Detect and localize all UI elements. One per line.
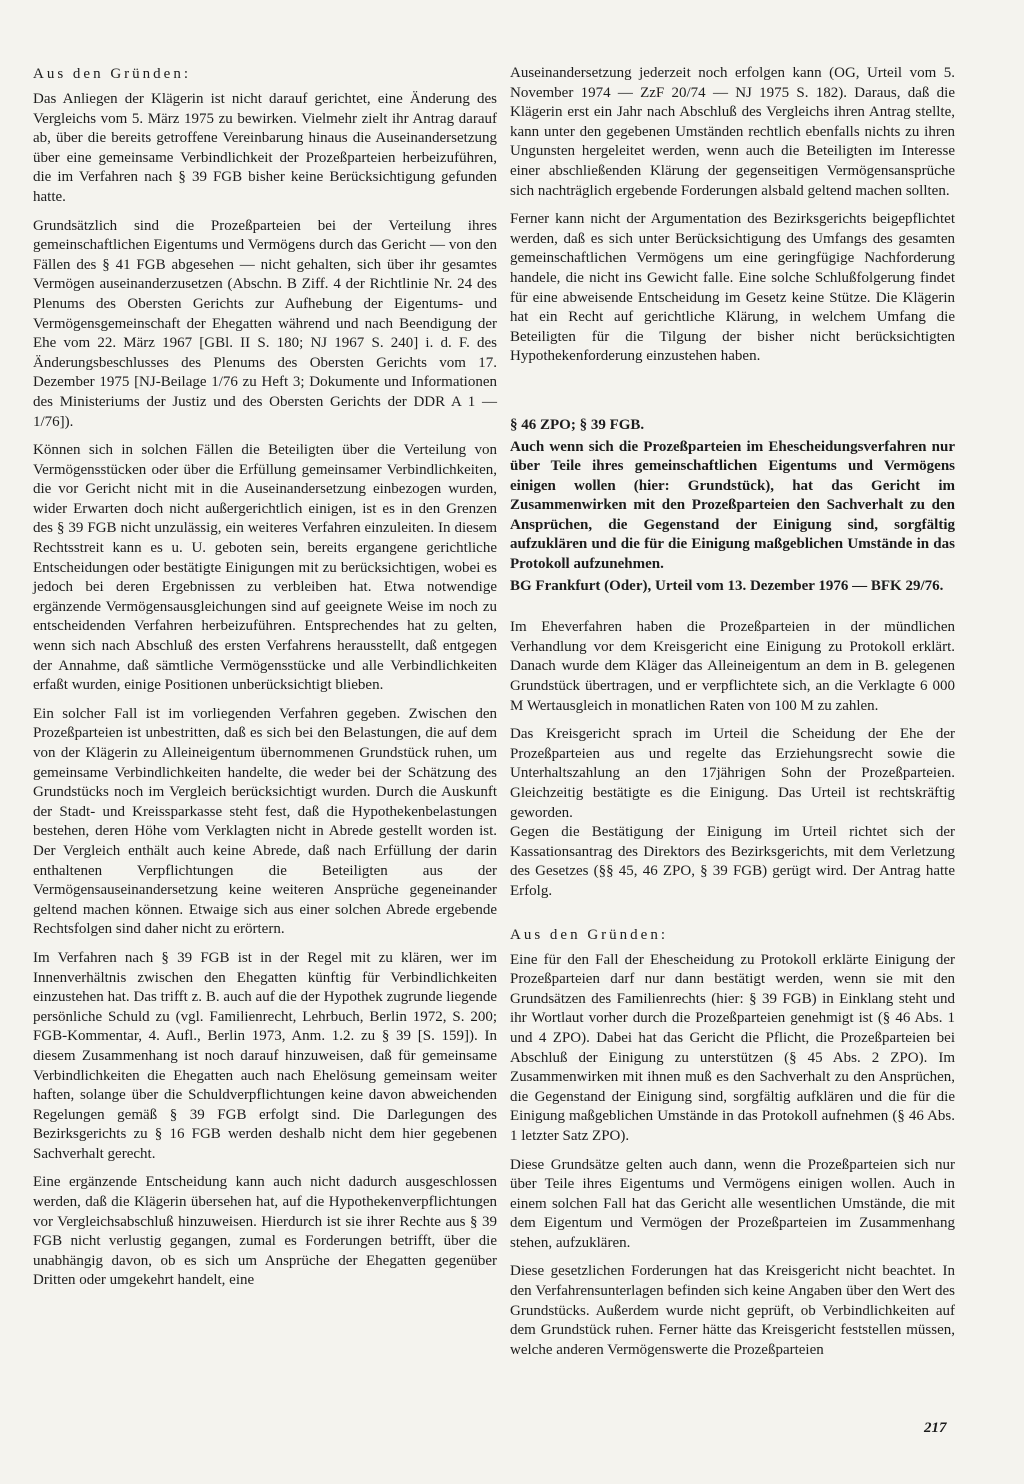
- paragraph: Diese gesetzlichen Forderungen hat das Kreisgericht nicht beachtet. In den Verfahrensunterlagen befinden sich keine Angaben über den Wert des Grundstücks. Außerdem wurde nicht geprüft, ob Verbindlichkeiten auf dem Grundstück ruhen. Ferner hätte das Kreisgericht feststellen müssen, welche anderen Vermögenswerte die Prozeßparteien: [510, 1263, 955, 1358]
- section-heading: Aus den Gründen:: [510, 926, 668, 943]
- spacer: [510, 596, 955, 618]
- paragraph: Im Eheverfahren haben die Prozeßparteien in der mündlichen Verhandlung vor dem Kreisgericht eine Einigung zu Protokoll erklärt. Danach wurde dem Kläger das Alleineigentum an dem in B. gelegenen Grundstück übertragen, und er verpflichtete sich, an die Verklagte 6 000 M Wertausgleich in monatlichen Raten von 100 M zu zahlen.: [510, 619, 955, 714]
- headnote-reference: § 46 ZPO; § 39 FGB.: [510, 416, 645, 433]
- paragraph: Im Verfahren nach § 39 FGB ist in der Regel mit zu klären, wer im Innenverhältnis zwischen den Ehegatten künftig für Verbindlichkeiten einzustehen hat. Das trifft z. B. auch auf die der Hypothek zugrunde liegende persönliche Schuld zu (vgl. Familienrecht, Lehrbuch, Berlin 1972, S. 200; FGB-Kommentar, 4. Aufl., Berlin 1973, Anm. 1.2. zu § 39 [S. 159]). In diesem Zusammenhang ist noch darauf hinzuweisen, daß für gemeinsame Verbindlichkeiten die Ehegatten auch nach Ehelösung gemeinsam weiter haften, solange über die Schuldverpflichtungen keine davon abweichenden Regelungen gemäß § 39 FGB erfolgt sind. Die Darlegungen des Bezirksgerichts zu § 16 FGB werden deshalb nicht dem hier gegebenen Sachverhalt gerecht.: [33, 949, 497, 1162]
- paragraph: Ferner kann nicht der Argumentation des Bezirksgerichts beigepflichtet werden, daß es sich unter Berücksichtigung des Umfangs des gesamten gemeinschaftlichen Vermögens um eine geringfügige Nachforderung handele, die nicht ins Gewicht falle. Eine solche Schlußfolgerung findet für eine abweisende Entscheidung im Gesetz keine Stütze. Die Klägerin hat ein Recht auf gerichtliche Klärung, in welchem Umfang die Beteiligten für die Tilgung der bisher nicht berücksichtigten Hypothekenforderung einzustehen haben.: [510, 211, 955, 365]
- paragraph: Auseinandersetzung jederzeit noch erfolgen kann (OG, Urteil vom 5. November 1974 — ZzF 20/74 — NJ 1975 S. 182). Daraus, daß die Klägerin erst ein Jahr nach Abschluß des Vergleichs ihren Antrag stellte, kann unter den gegebenen Umständen rechtlich ebenfalls nichts zu ihren Ungunsten hergeleitet werden, wenn auch die Beteiligten im Interesse einer abschließenden Klärung der gegenseitigen Vermögensansprüche sich nachträglich ergebende Forderungen alsbald geltend machen sollten.: [510, 65, 955, 199]
- paragraph: Eine ergänzende Entscheidung kann auch nicht dadurch ausgeschlossen werden, daß die Klägerin übersehen hat, auf die Hypothekenverpflichtungen vor Vergleichsabschluß hinzuweisen. Hierdurch ist sie ihrer Rechte aus § 39 FGB nicht verlustig gegangen, zumal es Forderungen betrifft, über die unabhängig davon, ob es sich um Ansprüche der Ehegatten gegenüber Dritten oder umgekehrt handelt, eine: [33, 1174, 497, 1289]
- right-column: [510, 64, 955, 1369]
- spacer: [510, 911, 955, 925]
- spacer: [510, 376, 955, 416]
- paragraph: Das Kreisgericht sprach im Urteil die Scheidung der Ehe der Prozeßparteien aus und regelte das Erziehungsrecht sowie die Unterhaltszahlung an den 17jährigen Sohn der Prozeßparteien. Gleichzeitig bestätigte es die Einigung. Das Urteil ist rechtskräftig geworden.: [510, 726, 955, 821]
- paragraph: Ein solcher Fall ist im vorliegenden Verfahren gegeben. Zwischen den Prozeßparteien ist unbestritten, daß es sich bei den Belastungen, die auf dem von der Klägerin zu Alleineigentum übernommenen Grundstück ruhen, um gemeinsame Verbindlichkeiten handelte, die weder bei der Schätzung des Grundstücks noch im Vergleich berücksichtigt wurden. Durch die Auskunft der Stadt- und Kreissparkasse steht fest, daß die Hypothekenbelastungen bestehen, deren Höhe vom Verklagten nicht in Abrede gestellt worden ist. Der Vergleich enthält auch keine Abrede, daß nach Erfüllung der darin enthaltenen Verpflichtungen die Beteiligten aus der Vermögensauseinandersetzung keine weiteren Ansprüche gegeneinander geltend machen können. Etwaige sich aus einer solchen Abrede ergebende Rechtsfolgen sind daher nicht zu erörtern.: [33, 705, 497, 938]
- page-number: 217: [924, 1420, 947, 1436]
- case-citation: BG Frankfurt (Oder), Urteil vom 13. Dezember 1976 — BFK 29/76.: [510, 577, 944, 594]
- left-column: [33, 64, 497, 1300]
- paragraph: Gegen die Bestätigung der Einigung im Urteil richtet sich der Kassationsantrag des Direktors des Bezirksgerichts, mit dem Verletzung des Gesetzes (§§ 45, 46 ZPO, § 39 FGB) gerügt wird. Der Antrag hatte Erfolg.: [510, 824, 955, 899]
- paragraph: Eine für den Fall der Ehescheidung zu Protokoll erklärte Einigung der Prozeßparteien darf nur dann bestätigt werden, wenn sie mit den Grundsätzen des Familienrechts (hier: § 39 FGB) in Einklang steht und ihr Wortlaut vorher durch die Prozeßparteien genehmigt ist (§ 46 Abs. 1 und 4 ZPO). Dabei hat das Gericht die Pflicht, die Prozeßparteien bei Abschluß der Einigung zu unterstützen (§ 45 Abs. 2 ZPO). Im Zusammenwirken mit ihnen muß es den Sachverhalt zu den Ansprüchen, die Gegenstand der Einigung sind, sorgfältig aufklären und die für die Einigung maßgeblichen Umstände in das Protokoll aufnehmen (§ 46 Abs. 1 letzter Satz ZPO).: [510, 951, 955, 1144]
- headnote: Auch wenn sich die Prozeßparteien im Ehescheidungsverfahren nur über Teile ihres gemeinschaftlichen Eigentums und Vermögens einigen wollen (hier: Grundstück), hat das Gericht im Zusammenwirken mit den Prozeßparteien den Sachverhalt zu den Ansprüchen, die Gegenstand der Einigung sind, sorgfältig aufzuklären und die für die Einigung maßgeblichen Umstände in das Protokoll aufzunehmen.: [510, 438, 955, 573]
- paragraph: Das Anliegen der Klägerin ist nicht darauf gerichtet, eine Änderung des Vergleichs vom 5. März 1975 zu bewirken. Vielmehr zielt ihr Antrag darauf ab, über die bereits getroffene Vereinbarung hinaus die Auseinandersetzung über eine gemeinsame Verbindlichkeit der Prozeßparteien herbeizuführen, die im Verfahren nach § 39 FGB bisher keine Berücksichtigung gefunden hatte.: [33, 91, 497, 205]
- section-heading: Aus den Gründen:: [33, 66, 191, 82]
- paragraph: Diese Grundsätze gelten auch dann, wenn die Prozeßparteien sich nur über Teile ihres Eigentums und Vermögens einigen wollen. Auch in einem solchen Fall hat das Gericht alle wesentlichen Umstände, die mit dem Eigentum und Vermögen der Prozeßparteien im Zusammenhang stehen, aufzuklären.: [510, 1156, 955, 1251]
- paragraph: Grundsätzlich sind die Prozeßparteien bei der Verteilung ihres gemeinschaftlichen Eigentums und Vermögens durch das Gericht — von den Fällen des § 41 FGB abgesehen — nicht gehalten, sich über ihr gesamtes Vermögen auseinanderzusetzen (Abschn. B Ziff. 4 der Richtlinie Nr. 24 des Plenums des Obersten Gerichts zur Aufhebung der Eigentums- und Vermögensgemeinschaft der Ehegatten während und nach Beendigung der Ehe vom 22. März 1967 [GBl. II S. 180; NJ 1967 S. 240] i. d. F. des Änderungsbeschlusses des Plenums des Obersten Gerichts vom 17. Dezember 1975 [NJ-Beilage 1/76 zu Heft 3; Dokumente und Informationen des Ministeriums der Justiz und des Obersten Gerichts der DDR A 1 — 1/76]).: [33, 217, 497, 430]
- paragraph: Können sich in solchen Fällen die Beteiligten über die Verteilung von Vermögensstücken oder über die Erfüllung gemeinsamer Verbindlichkeiten, die vor Gericht nicht mit in die Auseinandersetzung einbezogen wurden, wider Erwarten doch nicht außergerichtlich einigen, ist es in den Grenzen des § 39 FGB nicht unzulässig, ein weiteres Verfahren einzuleiten. In diesem Rechtsstreit kann es u. U. geboten sein, bereits ergangene gerichtliche Entscheidungen oder bestätigte Einigungen mit zu berücksichtigen, wobei es jedoch bei deren Ergebnissen zu verbleiben hat. Etwa notwendige ergänzende Vermögensausgleichungen sind auf geeignete Weise im noch zu entscheidenden Verfahren herbeizuführen. Entsprechendes hat zu gelten, wenn sich nach Abschluß des ersten Verfahrens herausstellt, daß entgegen der Annahme, daß sämtliche Vermögensstücke und alle Verbindlichkeiten erfaßt wurden, einige Positionen unberücksichtigt blieben.: [33, 442, 497, 694]
